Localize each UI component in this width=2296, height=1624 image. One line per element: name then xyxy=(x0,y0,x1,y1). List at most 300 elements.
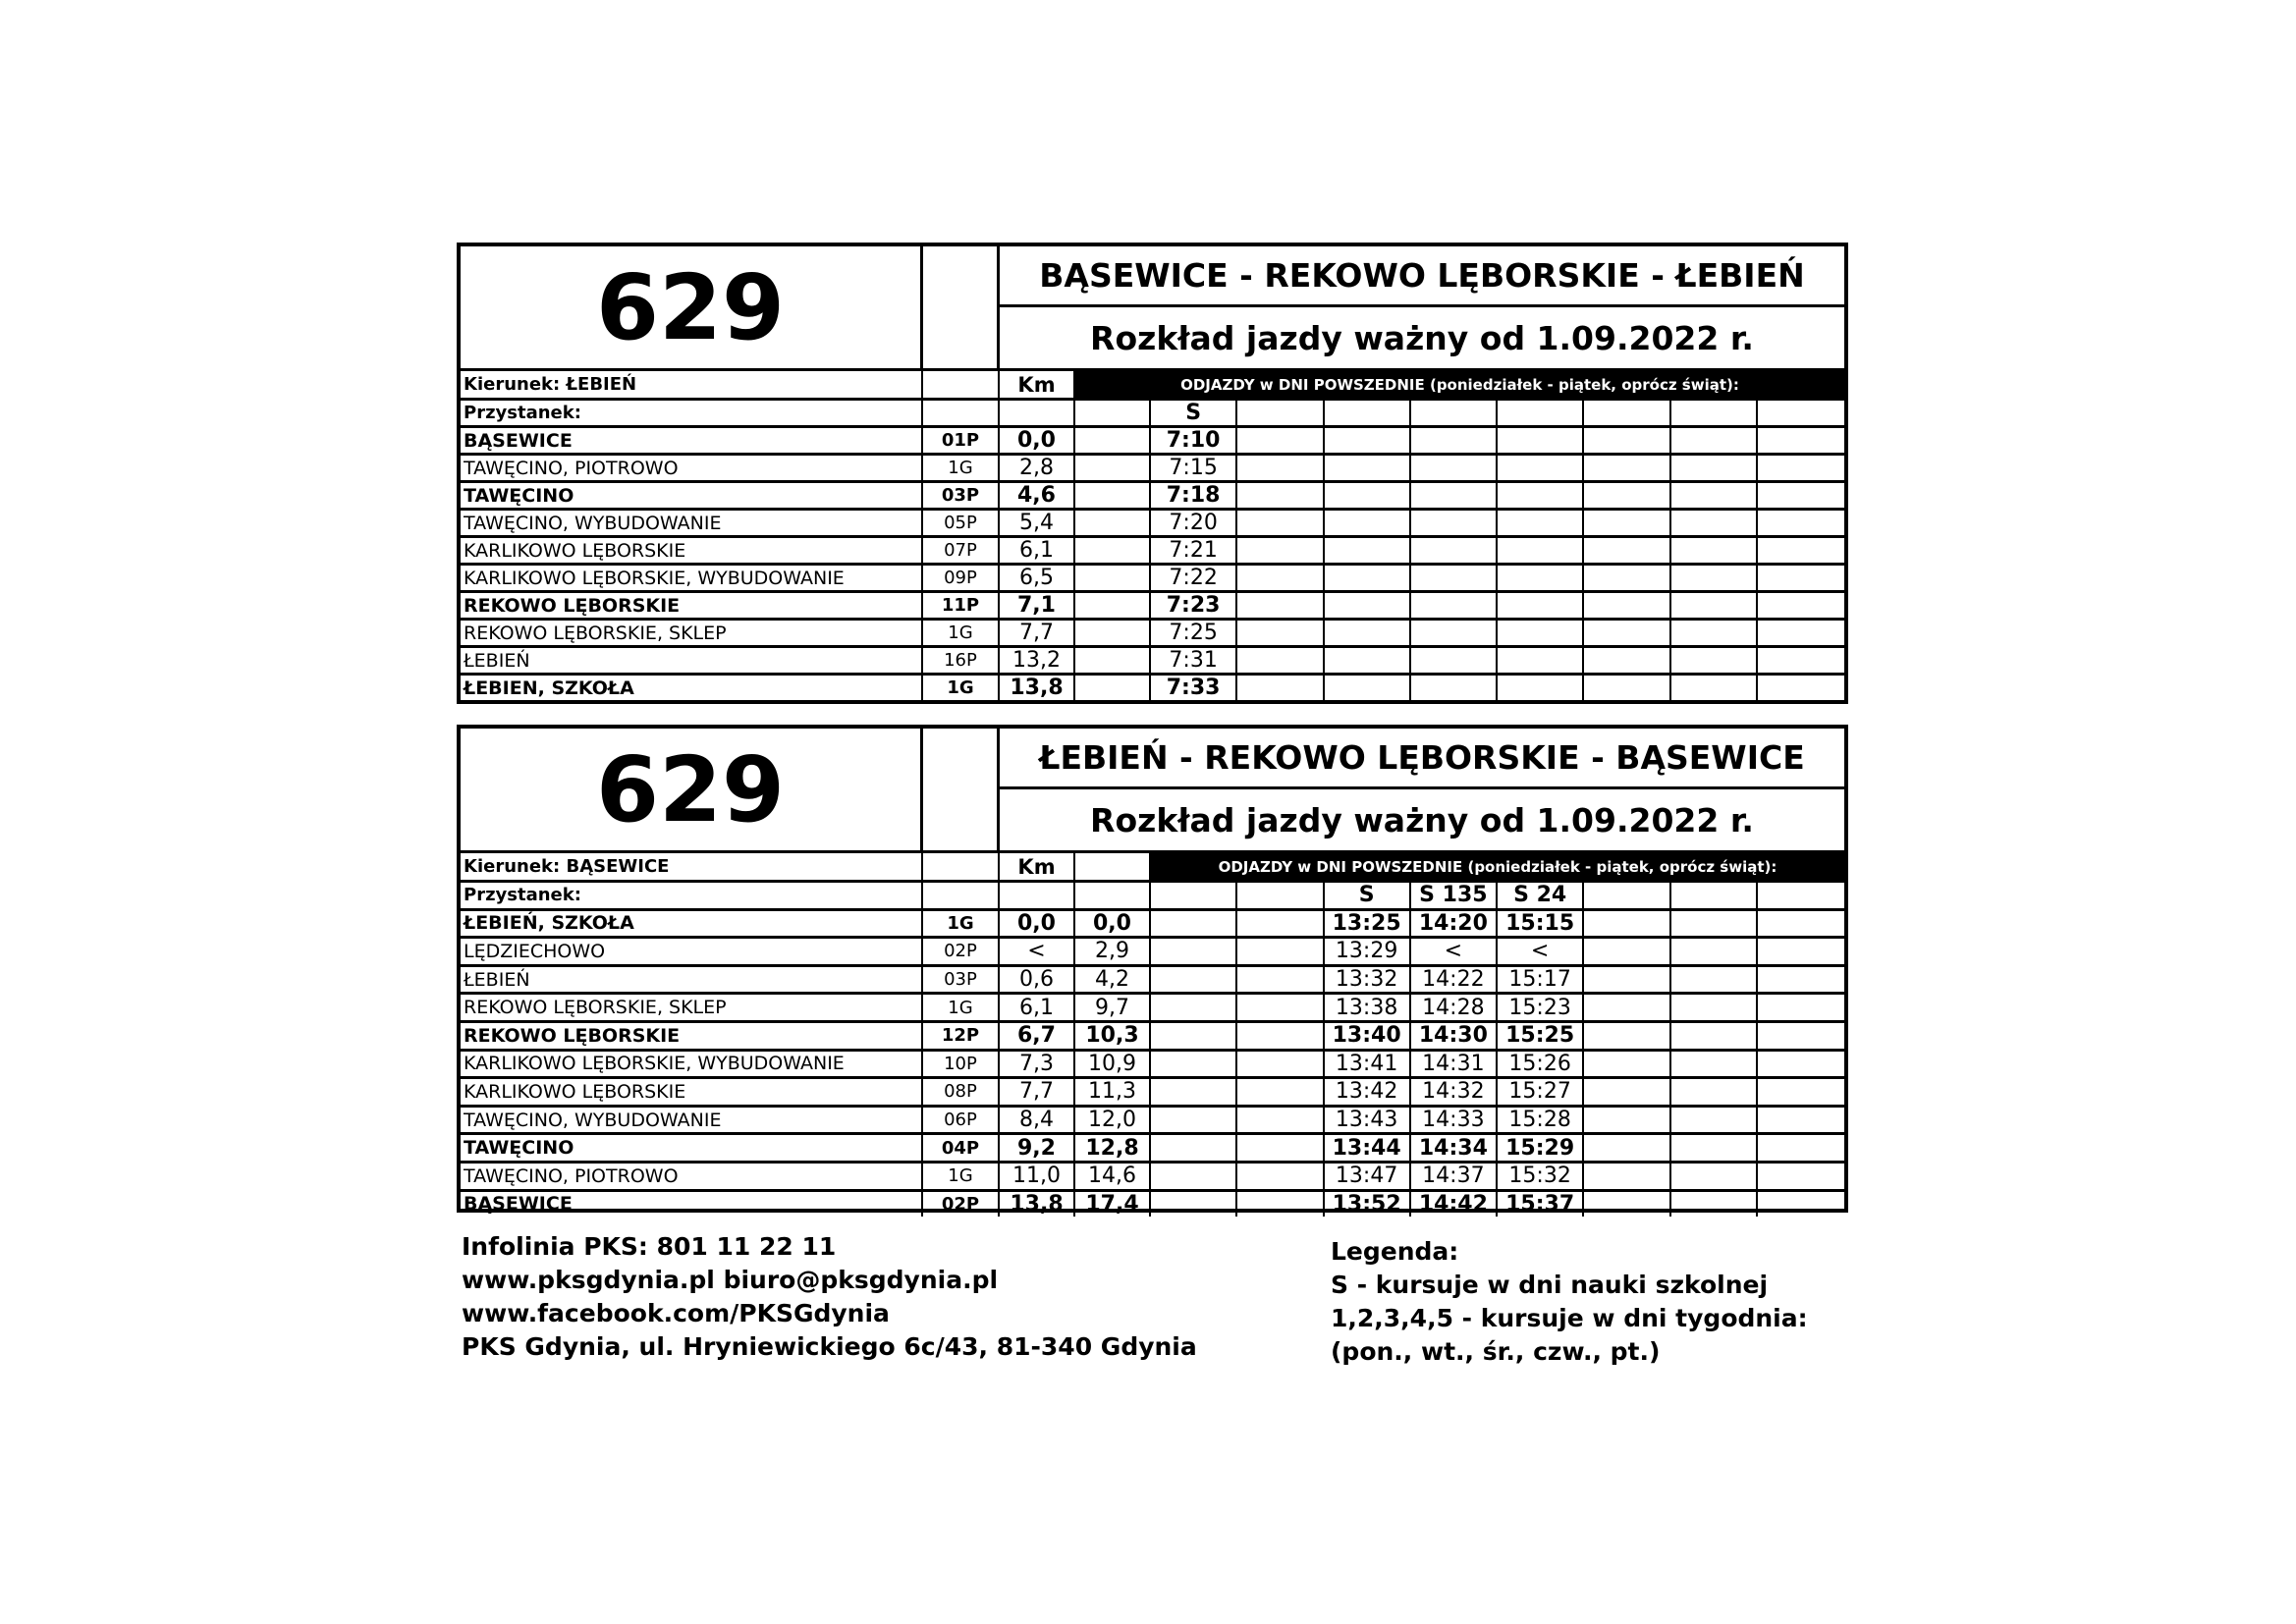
route-title: BĄSEWICE - REKOWO LĘBORSKIE - ŁEBIEŃ xyxy=(1000,246,1844,307)
departure-time xyxy=(1758,995,1844,1020)
stops-label-row xyxy=(461,880,1844,908)
departure-time xyxy=(1237,456,1324,480)
course-label: S 24 xyxy=(1498,883,1584,908)
direction-row xyxy=(461,850,1844,880)
departure-time xyxy=(1584,621,1670,645)
departure-time xyxy=(1498,648,1584,673)
km2-value: 9,7 xyxy=(1075,995,1151,1020)
course-label: S xyxy=(1325,883,1411,908)
departure-time xyxy=(1237,911,1324,937)
course-label: S xyxy=(1151,401,1237,425)
departure-time: 7:31 xyxy=(1151,648,1237,673)
departure-time xyxy=(1671,456,1758,480)
stop-code: 16P xyxy=(923,648,1000,673)
km-value: 13,8 xyxy=(1000,1192,1075,1218)
departure-time xyxy=(1671,1079,1758,1105)
km-value: 2,8 xyxy=(1000,456,1075,480)
departure-time: 13:40 xyxy=(1325,1023,1411,1049)
km2-value xyxy=(1075,538,1151,563)
departure-time xyxy=(1325,483,1411,508)
km2-value xyxy=(1075,511,1151,535)
departure-time xyxy=(1758,538,1844,563)
departure-time xyxy=(1758,511,1844,535)
departure-time xyxy=(1758,1164,1844,1189)
departure-time xyxy=(1237,593,1324,618)
stops-label: Przystanek: xyxy=(461,401,923,425)
departure-time xyxy=(1584,676,1670,700)
timetable-row xyxy=(461,480,1844,508)
stop-name: TAWĘCINO, PIOTROWO xyxy=(461,456,923,480)
stop-name: KARLIKOWO LĘBORSKIE xyxy=(461,538,923,563)
departure-time xyxy=(1758,676,1844,700)
departure-time: 14:42 xyxy=(1411,1192,1498,1218)
departure-time: 14:31 xyxy=(1411,1052,1498,1077)
departure-time xyxy=(1758,911,1844,937)
stop-code: 1G xyxy=(923,911,1000,937)
km-value: 7,1 xyxy=(1000,593,1075,618)
departure-time: 15:37 xyxy=(1498,1192,1584,1218)
departure-time xyxy=(1584,511,1670,535)
departure-time xyxy=(1498,456,1584,480)
legend-line-1: S - kursuje w dni nauki szkolnej xyxy=(1331,1271,1769,1299)
timetable-row xyxy=(461,964,1844,993)
stop-name: KARLIKOWO LĘBORSKIE, WYBUDOWANIE xyxy=(461,566,923,590)
departure-time xyxy=(1584,1023,1670,1049)
departure-time xyxy=(1584,456,1670,480)
line-number: 629 xyxy=(461,729,923,850)
km-value: 6,1 xyxy=(1000,995,1075,1020)
departure-time xyxy=(1498,593,1584,618)
departure-time: 7:20 xyxy=(1151,511,1237,535)
route-title: ŁEBIEŃ - REKOWO LĘBORSKIE - BĄSEWICE xyxy=(1000,729,1844,789)
departure-time: 13:41 xyxy=(1325,1052,1411,1077)
departure-time xyxy=(1758,428,1844,453)
departure-time: 15:32 xyxy=(1498,1164,1584,1189)
direction-code-cell xyxy=(923,371,1000,398)
departure-time xyxy=(1325,566,1411,590)
stop-name: KARLIKOWO LĘBORSKIE xyxy=(461,1079,923,1105)
km2-cell xyxy=(1075,401,1151,425)
departure-time: 15:25 xyxy=(1498,1023,1584,1049)
timetable-basewice-direction xyxy=(457,725,1848,1217)
stop-name: TAWĘCINO, PIOTROWO xyxy=(461,1164,923,1189)
timetable-lebien-direction xyxy=(457,243,1848,704)
departure-time xyxy=(1325,538,1411,563)
departure-time xyxy=(1671,1023,1758,1049)
departure-time xyxy=(1151,1052,1237,1077)
stop-name: TAWĘCINO, WYBUDOWANIE xyxy=(461,511,923,535)
timetable-header xyxy=(461,246,1844,368)
stop-code: 10P xyxy=(923,1052,1000,1077)
departure-time: 13:44 xyxy=(1325,1135,1411,1161)
timetable-row xyxy=(461,1189,1844,1218)
departure-time: 15:29 xyxy=(1498,1135,1584,1161)
departure-time xyxy=(1325,511,1411,535)
timetable-row xyxy=(461,1132,1844,1161)
stop-name: TAWĘCINO, WYBUDOWANIE xyxy=(461,1108,923,1133)
km2-value xyxy=(1075,428,1151,453)
km2-value xyxy=(1075,593,1151,618)
departure-time xyxy=(1758,1052,1844,1077)
stops-label-row xyxy=(461,398,1844,425)
km2-value xyxy=(1075,621,1151,645)
direction-label: Kierunek: BĄSEWICE xyxy=(461,853,923,880)
km2-value xyxy=(1075,648,1151,673)
departure-time xyxy=(1237,428,1324,453)
departure-time xyxy=(1237,621,1324,645)
departure-time xyxy=(1758,1135,1844,1161)
stop-code: 02P xyxy=(923,939,1000,964)
departure-time xyxy=(1671,939,1758,964)
km2-value: 12,8 xyxy=(1075,1135,1151,1161)
stop-code: 11P xyxy=(923,593,1000,618)
timetable-row xyxy=(461,645,1844,673)
departure-time: 7:21 xyxy=(1151,538,1237,563)
course-label xyxy=(1237,401,1324,425)
course-label xyxy=(1758,883,1844,908)
stop-code: 1G xyxy=(923,995,1000,1020)
departure-time xyxy=(1151,911,1237,937)
km2-value xyxy=(1075,566,1151,590)
course-label xyxy=(1411,401,1498,425)
departure-time xyxy=(1411,538,1498,563)
departures-header: ODJAZDY w DNI POWSZEDNIE (poniedziałek - piątek, oprócz świąt): xyxy=(1075,371,1844,398)
departure-time xyxy=(1411,621,1498,645)
departure-time xyxy=(1237,1192,1324,1218)
departure-time: 7:22 xyxy=(1151,566,1237,590)
departure-time xyxy=(1151,1023,1237,1049)
timetable-row xyxy=(461,453,1844,480)
departure-time xyxy=(1411,511,1498,535)
departure-time xyxy=(1411,456,1498,480)
departure-time: 15:17 xyxy=(1498,967,1584,993)
facebook: www.facebook.com/PKSGdynia xyxy=(462,1299,890,1327)
departure-time xyxy=(1758,1108,1844,1133)
stop-code: 05P xyxy=(923,511,1000,535)
km2-cell xyxy=(1075,883,1151,908)
stop-name: REKOWO LĘBORSKIE xyxy=(461,593,923,618)
km-value: 0,0 xyxy=(1000,428,1075,453)
timetable-row xyxy=(461,535,1844,563)
km2-value xyxy=(1075,456,1151,480)
stop-name: TAWĘCINO xyxy=(461,483,923,508)
departure-time: 7:25 xyxy=(1151,621,1237,645)
stop-code: 04P xyxy=(923,1135,1000,1161)
km-value: 7,7 xyxy=(1000,621,1075,645)
departure-time xyxy=(1758,483,1844,508)
departure-time: 7:10 xyxy=(1151,428,1237,453)
departure-time xyxy=(1584,911,1670,937)
departure-time xyxy=(1671,1192,1758,1218)
km2-value: 17,4 xyxy=(1075,1192,1151,1218)
departure-time xyxy=(1671,593,1758,618)
km2-value: 4,2 xyxy=(1075,967,1151,993)
km-header: Km xyxy=(1000,853,1075,880)
departure-time xyxy=(1671,1164,1758,1189)
departure-time: 14:33 xyxy=(1411,1108,1498,1133)
departure-time: 7:15 xyxy=(1151,456,1237,480)
km-value: 5,4 xyxy=(1000,511,1075,535)
departure-time: 7:18 xyxy=(1151,483,1237,508)
departure-time xyxy=(1325,676,1411,700)
departure-time: 13:25 xyxy=(1325,911,1411,937)
departure-time xyxy=(1498,566,1584,590)
departure-time xyxy=(1584,1135,1670,1161)
header-blank-cell xyxy=(923,246,1000,368)
timetable-row xyxy=(461,1049,1844,1077)
km-value: 0,6 xyxy=(1000,967,1075,993)
departure-time xyxy=(1151,1108,1237,1133)
departure-time xyxy=(1584,1079,1670,1105)
timetable-row xyxy=(461,425,1844,453)
timetable-row xyxy=(461,908,1844,937)
course-label xyxy=(1758,401,1844,425)
departure-time xyxy=(1758,1192,1844,1218)
timetable-row xyxy=(461,508,1844,535)
departure-time xyxy=(1237,566,1324,590)
stop-code: 08P xyxy=(923,1079,1000,1105)
km-value: < xyxy=(1000,939,1075,964)
departure-time: 15:27 xyxy=(1498,1079,1584,1105)
departure-time xyxy=(1237,1135,1324,1161)
departure-time: 15:28 xyxy=(1498,1108,1584,1133)
stop-code: 06P xyxy=(923,1108,1000,1133)
departure-time xyxy=(1584,483,1670,508)
departure-time xyxy=(1584,593,1670,618)
departure-time xyxy=(1325,428,1411,453)
departure-time: 15:26 xyxy=(1498,1052,1584,1077)
timetable-header xyxy=(461,729,1844,850)
departure-time: 15:15 xyxy=(1498,911,1584,937)
departure-time: 13:47 xyxy=(1325,1164,1411,1189)
departure-time xyxy=(1237,1164,1324,1189)
km-value: 13,2 xyxy=(1000,648,1075,673)
departure-time: 14:28 xyxy=(1411,995,1498,1020)
departure-time xyxy=(1151,995,1237,1020)
departure-time xyxy=(1758,1079,1844,1105)
departure-time xyxy=(1671,1052,1758,1077)
departure-time xyxy=(1325,621,1411,645)
course-label xyxy=(1584,883,1670,908)
header-blank-cell xyxy=(923,729,1000,850)
departure-time xyxy=(1671,483,1758,508)
departure-time xyxy=(1151,1079,1237,1105)
departure-time xyxy=(1584,648,1670,673)
departure-time xyxy=(1671,428,1758,453)
departure-time: 13:52 xyxy=(1325,1192,1411,1218)
departure-time xyxy=(1411,483,1498,508)
stop-name: REKOWO LĘBORSKIE, SKLEP xyxy=(461,995,923,1020)
stop-code: 1G xyxy=(923,621,1000,645)
km-value: 6,1 xyxy=(1000,538,1075,563)
departure-time xyxy=(1151,1135,1237,1161)
km2-value: 11,3 xyxy=(1075,1079,1151,1105)
legend-title: Legenda: xyxy=(1331,1237,1459,1266)
departure-time xyxy=(1411,648,1498,673)
km-cell xyxy=(1000,401,1075,425)
departure-time xyxy=(1758,566,1844,590)
departure-time xyxy=(1151,939,1237,964)
departure-time xyxy=(1498,511,1584,535)
legend-line-2: 1,2,3,4,5 - kursuje w dni tygodnia: xyxy=(1331,1304,1808,1332)
km2-value: 10,3 xyxy=(1075,1023,1151,1049)
km2-value xyxy=(1075,676,1151,700)
stop-code: 12P xyxy=(923,1023,1000,1049)
departure-time: < xyxy=(1498,939,1584,964)
departure-time: 14:32 xyxy=(1411,1079,1498,1105)
stop-name: KARLIKOWO LĘBORSKIE, WYBUDOWANIE xyxy=(461,1052,923,1077)
departure-time xyxy=(1498,621,1584,645)
timetable-row xyxy=(461,936,1844,964)
km-value: 13,8 xyxy=(1000,676,1075,700)
validity-note: Rozkład jazdy ważny od 1.09.2022 r. xyxy=(1090,800,1754,839)
departure-time xyxy=(1498,483,1584,508)
timetable-row xyxy=(461,1105,1844,1133)
departure-time: 14:20 xyxy=(1411,911,1498,937)
timetable-row xyxy=(461,1161,1844,1189)
stop-code: 1G xyxy=(923,456,1000,480)
course-label xyxy=(1151,883,1237,908)
departure-time: < xyxy=(1411,939,1498,964)
timetable-row xyxy=(461,673,1844,700)
departure-time xyxy=(1671,1108,1758,1133)
departure-time xyxy=(1671,566,1758,590)
departure-time: 7:33 xyxy=(1151,676,1237,700)
departure-time xyxy=(1758,967,1844,993)
km2-value: 12,0 xyxy=(1075,1108,1151,1133)
departure-time xyxy=(1411,428,1498,453)
code-cell xyxy=(923,883,1000,908)
departure-time: 7:23 xyxy=(1151,593,1237,618)
departure-time xyxy=(1237,1079,1324,1105)
departure-time xyxy=(1671,538,1758,563)
departure-time: 14:30 xyxy=(1411,1023,1498,1049)
departure-time xyxy=(1758,456,1844,480)
direction-row xyxy=(461,368,1844,398)
departure-time xyxy=(1151,1192,1237,1218)
departure-time: 13:32 xyxy=(1325,967,1411,993)
departure-time xyxy=(1584,1192,1670,1218)
departure-time xyxy=(1498,676,1584,700)
departures-header: ODJAZDY w DNI POWSZEDNIE (poniedziałek - piątek, oprócz świąt): xyxy=(1151,853,1844,880)
stop-name: ŁEBIEŃ xyxy=(461,967,923,993)
departure-time xyxy=(1584,566,1670,590)
departure-time xyxy=(1237,676,1324,700)
departure-time xyxy=(1237,1023,1324,1049)
departure-time xyxy=(1498,428,1584,453)
km2-value: 0,0 xyxy=(1075,911,1151,937)
departure-time: 15:23 xyxy=(1498,995,1584,1020)
departure-time: 13:38 xyxy=(1325,995,1411,1020)
departure-time xyxy=(1671,995,1758,1020)
stop-code: 09P xyxy=(923,566,1000,590)
km-value: 4,6 xyxy=(1000,483,1075,508)
stop-name: REKOWO LĘBORSKIE xyxy=(461,1023,923,1049)
km-value: 9,2 xyxy=(1000,1135,1075,1161)
stop-code: 1G xyxy=(923,676,1000,700)
km2-value: 10,9 xyxy=(1075,1052,1151,1077)
departure-time xyxy=(1671,511,1758,535)
timetable-row xyxy=(461,992,1844,1020)
timetable-row xyxy=(461,563,1844,590)
timetable-row xyxy=(461,590,1844,618)
km-value: 8,4 xyxy=(1000,1108,1075,1133)
stop-code: 03P xyxy=(923,967,1000,993)
departure-time xyxy=(1237,967,1324,993)
course-label xyxy=(1498,401,1584,425)
course-label xyxy=(1671,883,1758,908)
stop-name: BĄSEWICE xyxy=(461,1192,923,1218)
departure-time xyxy=(1584,995,1670,1020)
departure-time xyxy=(1237,483,1324,508)
departure-time xyxy=(1237,511,1324,535)
stop-name: BĄSEWICE xyxy=(461,428,923,453)
km-cell xyxy=(1000,883,1075,908)
timetable-row xyxy=(461,1020,1844,1049)
stops-label: Przystanek: xyxy=(461,883,923,908)
km-value: 0,0 xyxy=(1000,911,1075,937)
departure-time xyxy=(1671,648,1758,673)
departure-time: 13:42 xyxy=(1325,1079,1411,1105)
departure-time xyxy=(1584,967,1670,993)
departure-time xyxy=(1758,621,1844,645)
km-value: 11,0 xyxy=(1000,1164,1075,1189)
timetable-row xyxy=(461,618,1844,645)
departure-time xyxy=(1325,648,1411,673)
departure-time xyxy=(1151,1164,1237,1189)
departure-time xyxy=(1584,939,1670,964)
departure-time: 13:43 xyxy=(1325,1108,1411,1133)
course-label xyxy=(1584,401,1670,425)
line-number: 629 xyxy=(461,246,923,368)
timetable-row xyxy=(461,1076,1844,1105)
departure-time xyxy=(1411,593,1498,618)
departure-time xyxy=(1758,1023,1844,1049)
km-header: Km xyxy=(1000,371,1075,398)
departure-time xyxy=(1584,428,1670,453)
stop-code: 07P xyxy=(923,538,1000,563)
km-value: 7,3 xyxy=(1000,1052,1075,1077)
code-cell xyxy=(923,401,1000,425)
stop-name: ŁEBIEN, SZKOŁA xyxy=(461,676,923,700)
legend-line-3: (pon., wt., śr., czw., pt.) xyxy=(1331,1337,1661,1366)
departure-time xyxy=(1671,1135,1758,1161)
departure-time xyxy=(1671,676,1758,700)
stop-name: ŁEBIEŃ xyxy=(461,648,923,673)
website-email: www.pksgdynia.pl biuro@pksgdynia.pl xyxy=(462,1266,999,1294)
departure-time xyxy=(1237,939,1324,964)
stop-name: LĘDZIECHOWO xyxy=(461,939,923,964)
departure-time: 14:37 xyxy=(1411,1164,1498,1189)
departure-time xyxy=(1758,939,1844,964)
course-label xyxy=(1671,401,1758,425)
address: PKS Gdynia, ul. Hryniewickiego 6c/43, 81-340 Gdynia xyxy=(462,1332,1197,1361)
departure-time: 14:34 xyxy=(1411,1135,1498,1161)
km-value: 7,7 xyxy=(1000,1079,1075,1105)
departure-time xyxy=(1325,593,1411,618)
departure-time xyxy=(1237,648,1324,673)
course-label xyxy=(1237,883,1324,908)
footer-contact xyxy=(462,1230,1197,1364)
departure-time xyxy=(1237,1052,1324,1077)
course-label: S 135 xyxy=(1411,883,1498,908)
departure-time: 14:22 xyxy=(1411,967,1498,993)
departure-time xyxy=(1411,676,1498,700)
stop-name: ŁEBIEŃ, SZKOŁA xyxy=(461,911,923,937)
departure-time xyxy=(1671,621,1758,645)
departure-time xyxy=(1758,648,1844,673)
stop-code: 01P xyxy=(923,428,1000,453)
